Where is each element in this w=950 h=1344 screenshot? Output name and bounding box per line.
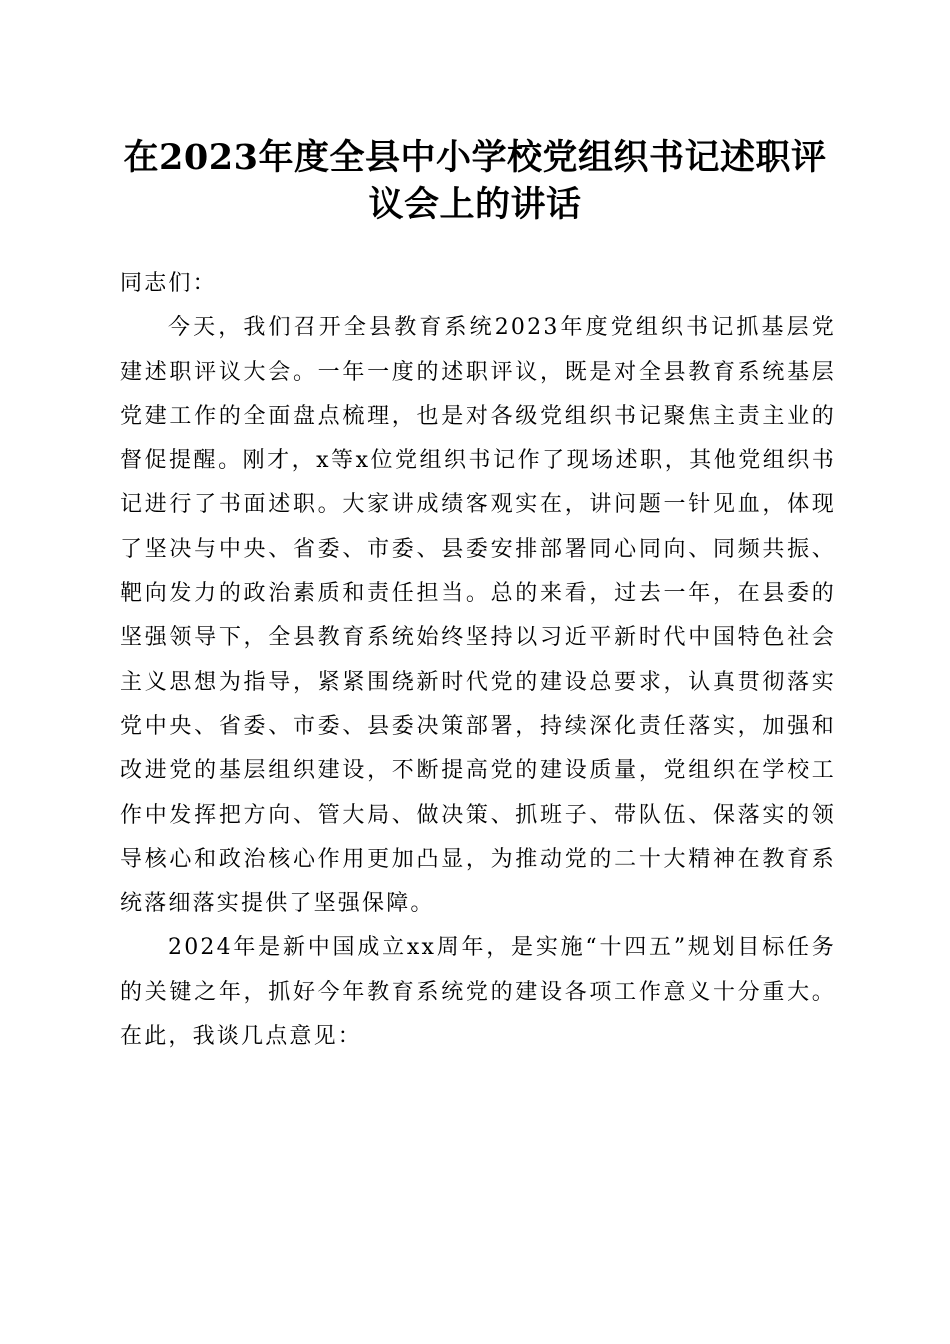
document-body: [120, 262, 836, 1059]
paragraph-review-summary: 今天，我们召开全县教育系统2023年度党组织书记抓基层党建述职评议大会。一年一度的述职评议，既是对全县教育系统基层党建工作的全面盘点梳理，也是对各级党组织书记聚焦主责主业的督促提醒。刚才，x等x位党组织书记作了现场述职，其他党组织书记进行了书面述职。大家讲成绩客观实在，讲问题一针见血，体现了坚决与中央、省委、市委、县委安排部署同心同向、同频共振、靶向发力的政治素质和责任担当。总的来看，过去一年，在县委的坚强领导下，全县教育系统始终坚持以习近平新时代中国特色社会主义思想为指导，紧紧围绕新时代党的建设总要求，认真贯彻落实党中央、省委、市委、县委决策部署，持续深化责任落实，加强和改进党的基层组织建设，不断提高党的建设质量，党组织在学校工作中发挥把方向、管大局、做决策、抓班子、带队伍、保落实的领导核心和政治核心作用更加凸显，为推动党的二十大精神在教育系统落细落实提供了坚强保障。: [120, 315, 836, 917]
paragraph-2024-outlook: 2024年是新中国成立xx周年，是实施“十四五”规划目标任务的关键之年，抓好今年教育系统党的建设各项工作意义十分重大。在此，我谈几点意见：: [120, 935, 836, 1050]
document-title: 在2023年度全县中小学校党组织书记述职评议会上的讲话: [123, 137, 827, 225]
salutation: 同志们：: [120, 271, 217, 296]
